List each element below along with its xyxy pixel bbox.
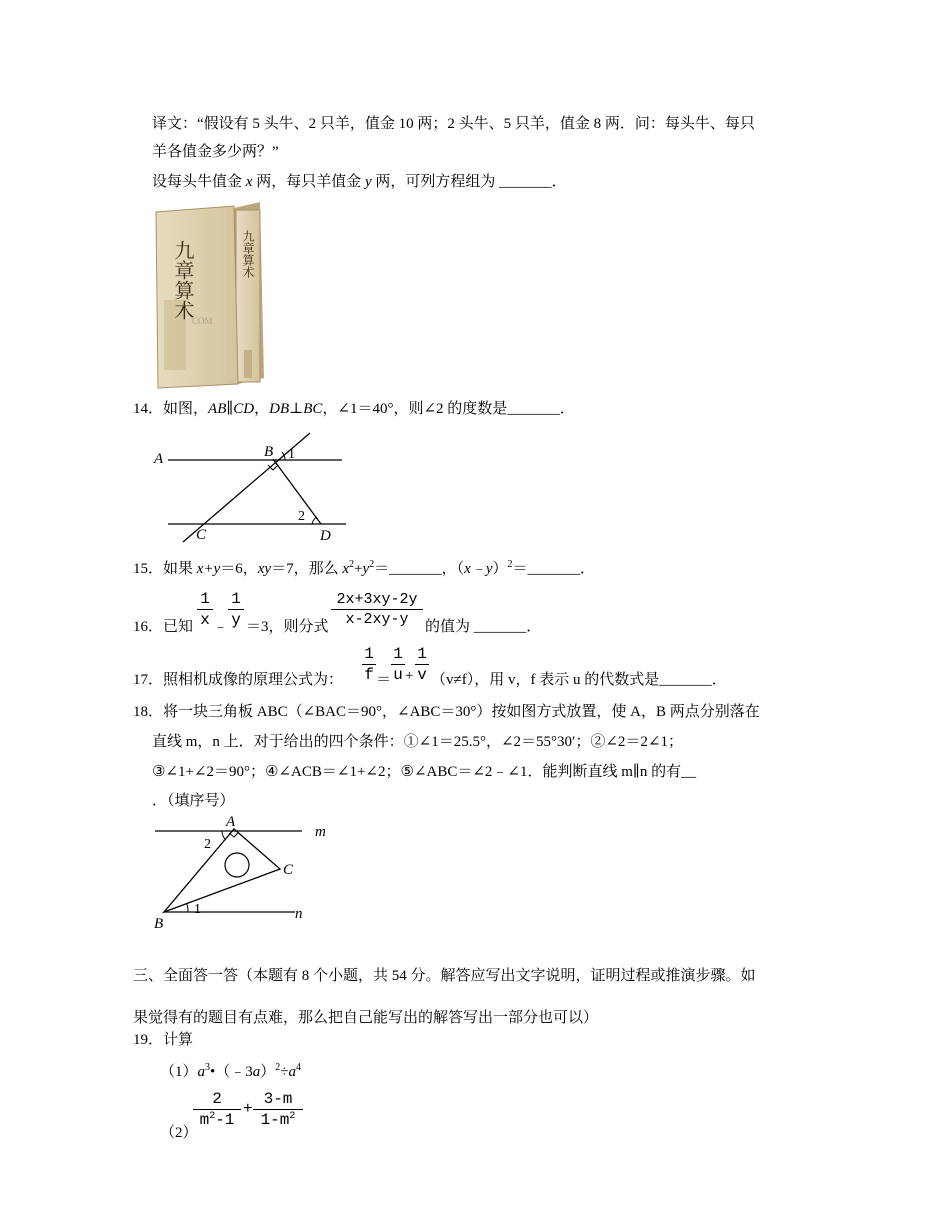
q17-lead: [133, 668, 343, 689]
numerator: 1: [415, 645, 429, 665]
text: ＝7，那么: [271, 561, 343, 577]
translation-line-2: 羊各值金多少两？”: [152, 144, 279, 160]
label-n: n: [295, 906, 303, 922]
exponent: 2: [275, 1062, 281, 1073]
text: （1）: [160, 1064, 198, 1080]
q17-tail: （v≠f），用 v，f 表示 u 的代数式是_______．: [431, 672, 727, 688]
q17-frac-v: [415, 645, 429, 685]
question-number: 18．: [133, 704, 164, 720]
numerator: 1: [391, 645, 405, 665]
q17-frac-u: [391, 645, 405, 685]
text: ＝_______，（: [374, 561, 465, 577]
q16-frac-3: [331, 590, 423, 630]
denominator: x: [200, 611, 210, 629]
text: 已知: [163, 619, 194, 635]
text: 如果: [163, 561, 197, 577]
exponent: 2: [369, 559, 375, 570]
math: x﹣y: [464, 561, 493, 577]
label-angle-1: 1: [194, 902, 201, 917]
q19-title: [133, 1028, 193, 1049]
q16-lead: [133, 615, 193, 636]
denominator: f: [364, 666, 374, 684]
denominator: [253, 1110, 303, 1130]
book-title-1: 九章算术: [171, 240, 193, 320]
q19-part-2-label: （2）: [160, 1125, 198, 1141]
q16-frac-1: [197, 590, 213, 630]
q16-given: ＝3，则分式: [246, 619, 329, 635]
q19-frac-1: [193, 1090, 241, 1130]
q19-part-1: [160, 1060, 301, 1081]
book-title-2: 九章算术: [241, 230, 255, 278]
label-d: D: [320, 528, 331, 544]
text: ，∠1＝40°，则∠2 的度数是_______．: [322, 401, 575, 417]
math: a: [197, 1064, 206, 1080]
math: a: [252, 1064, 261, 1080]
line-bd: [273, 459, 321, 524]
text: 两，每只羊值金: [252, 174, 365, 190]
math: y: [362, 561, 370, 577]
question-number: 19．: [133, 1032, 164, 1048]
label-a: A: [154, 451, 164, 467]
q19-plus: +: [243, 1100, 253, 1118]
exponent: 2: [507, 559, 513, 570]
angle-1-arc: [187, 904, 188, 912]
q18-line-1: [133, 700, 760, 721]
q17-eq: ＝: [376, 672, 392, 688]
text: 两，可列方程组为 _______．: [371, 174, 567, 190]
section-3-line-1: 三、全面答一答（本题有 8 个小题，共 54 分。解答应写出文字说明，证明过程或推演步骤。如: [133, 968, 756, 984]
label-b: B: [154, 916, 164, 932]
var-y: y: [364, 174, 372, 190]
triangle-hole: [225, 853, 249, 877]
exponent: 2: [289, 1111, 296, 1122]
book-image: [152, 200, 270, 390]
math: x: [342, 561, 349, 577]
q18-line-2: 直线 m，n 上．对于给出的四个条件：①∠1＝25.5°，∠2＝55°30′；②∠2＝2∠1；: [152, 734, 683, 750]
text: ＝_______．: [512, 561, 596, 577]
label-angle-2: 2: [298, 509, 305, 524]
q14-text: [133, 397, 575, 418]
q18-line-4: ．（填序号）: [152, 793, 235, 809]
numerator: 1: [362, 645, 376, 665]
label-m: m: [315, 824, 326, 840]
right-angle-mark: [229, 833, 238, 837]
question-number: 14．: [133, 401, 164, 417]
text: -1: [215, 1111, 235, 1129]
angle-2-arc: [312, 517, 317, 524]
label-a: A: [226, 814, 236, 830]
math: x+y: [196, 561, 221, 577]
denominator: [193, 1110, 241, 1130]
q17-frac-f: [362, 645, 376, 685]
text: ÷: [280, 1064, 289, 1080]
q17-plus: +: [405, 668, 414, 684]
text: 将一块三角板 ABC（∠BAC＝90°，∠ABC＝30°）按如图方式放置，使 A，B 两点分别落在: [163, 704, 760, 720]
exponent: 4: [296, 1062, 302, 1073]
numerator: 1: [197, 590, 213, 610]
denominator: v: [417, 666, 427, 684]
text: m: [199, 1111, 210, 1129]
label-c: C: [196, 527, 207, 543]
text: 如图，: [163, 401, 209, 417]
section-3-line-2: 果觉得有的题目有点难，那么把自己能写出的解答写出一部分也可以）: [133, 1010, 599, 1026]
translation-line-3: [152, 170, 567, 191]
exponent: 2: [209, 1111, 216, 1122]
denominator: u: [393, 666, 403, 684]
text: +: [354, 561, 363, 577]
text: ）: [492, 561, 508, 577]
q19-frac-2: [253, 1090, 303, 1130]
question-number: 17．: [133, 672, 164, 688]
q16-minus: ﹣: [213, 619, 229, 635]
triangle-abc: [164, 829, 280, 912]
math: xy: [257, 561, 272, 577]
numerator: 2x+3xy-2y: [331, 590, 423, 610]
q15-text: [133, 557, 595, 578]
numerator: 1: [228, 590, 244, 610]
math: DB⊥BC: [269, 401, 323, 417]
question-number: 15．: [133, 561, 164, 577]
q18-line-3: ③∠1+∠2＝90°；④∠ACB＝∠1+∠2；⑤∠ABC＝∠2﹣∠1．能判断直线 m∥n 的有__: [152, 764, 697, 780]
var-x: x: [245, 174, 253, 190]
numerator: 3-m: [253, 1090, 303, 1110]
exponent: 3: [205, 1062, 211, 1073]
q16-frac-2: [228, 590, 244, 630]
translation-line-1: 译文：“假设有 5 头牛、2 只羊，值金 10 两；2 头牛、5 只羊，值金 8 两．问：每头牛、每只: [152, 116, 755, 132]
label-c: C: [283, 862, 294, 878]
numerator: 2: [193, 1090, 241, 1110]
text: 计算: [163, 1032, 194, 1048]
label-b: B: [264, 444, 274, 460]
question-number: 16．: [133, 619, 164, 635]
math: a: [288, 1064, 297, 1080]
math: AB∥CD: [208, 401, 255, 417]
text: •（﹣3: [210, 1064, 253, 1080]
text: 设每头牛值金: [152, 174, 246, 190]
denominator: x-2xy-y: [345, 611, 409, 628]
text: ）: [260, 1064, 276, 1080]
text: 照相机成像的原理公式为：: [163, 672, 344, 688]
book-watermark: COM: [192, 316, 213, 326]
text: 1-m: [260, 1111, 290, 1129]
exponent: 2: [349, 559, 354, 570]
q14-figure: [150, 432, 360, 544]
q16-tail: 的值为 _______．: [425, 619, 542, 635]
text: ，: [254, 401, 270, 417]
text: ＝6，: [220, 561, 258, 577]
q18-figure: [150, 812, 340, 934]
label-angle-1: 1: [288, 447, 295, 462]
label-angle-2: 2: [204, 837, 211, 852]
denominator: y: [231, 611, 241, 629]
